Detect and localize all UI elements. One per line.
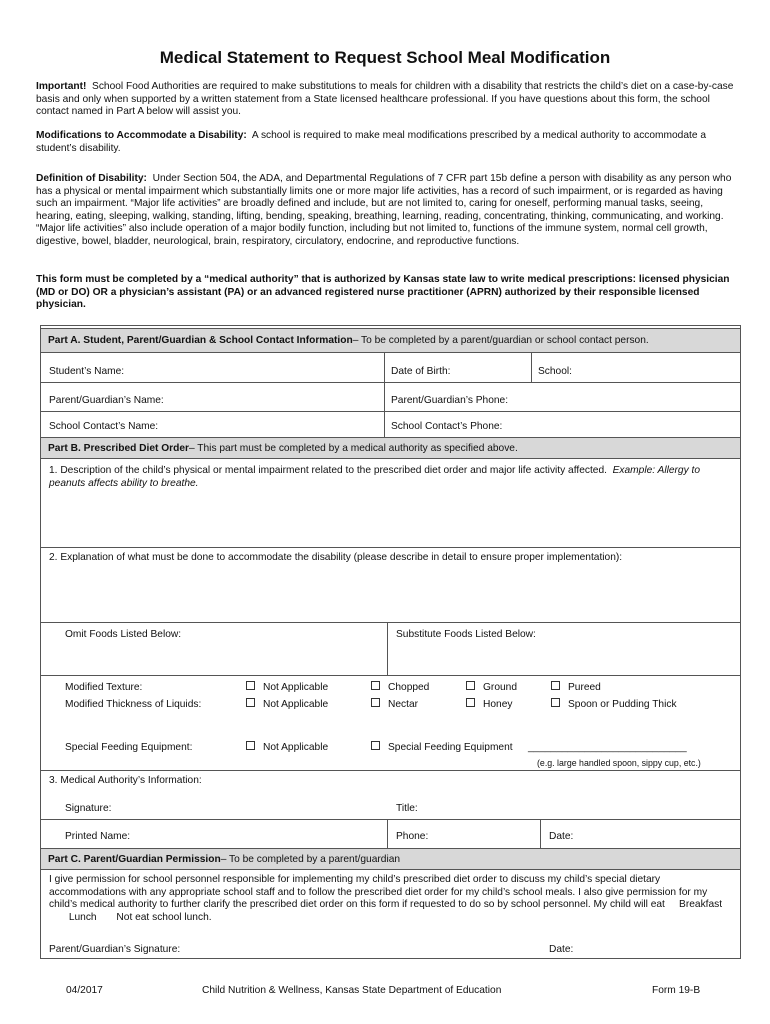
liquids-honey-label: Honey — [483, 699, 513, 710]
equipment-option-label: Special Feeding Equipment — [388, 742, 513, 753]
permission-paragraph — [49, 874, 733, 924]
modifications-paragraph — [36, 130, 736, 155]
texture-ground-label: Ground — [483, 682, 517, 693]
liquids-spoon-checkbox[interactable] — [551, 698, 560, 707]
substitute-foods-field[interactable]: Substitute Foods Listed Below: — [396, 629, 536, 640]
footer-org: Child Nutrition & Wellness, Kansas State Department of Education — [202, 985, 502, 996]
liquids-na-label: Not Applicable — [263, 699, 329, 710]
part-b-header — [41, 437, 740, 459]
modifications-text: A school is required to make meal modifications prescribed by a medical authority to accommodate a student’s disability. — [36, 130, 707, 154]
texture-chopped-checkbox[interactable] — [371, 681, 380, 690]
modifications-label: Modifications to Accommodate a Disability: — [36, 130, 247, 141]
option-lunch[interactable]: Lunch — [68, 911, 97, 923]
liquids-label: Modified Thickness of Liquids: — [65, 699, 202, 710]
ma-date-field[interactable]: Date: — [549, 831, 574, 842]
parent-signature-field[interactable]: Parent/Guardian’s Signature: — [49, 944, 181, 955]
part-c-header — [41, 848, 740, 870]
page-title: Medical Statement to Request School Meal Modification — [159, 48, 611, 67]
q3-text: 3. Medical Authority’s Information: — [49, 775, 202, 786]
equipment-label: Special Feeding Equipment: — [65, 742, 193, 753]
impairment-description-field[interactable] — [49, 465, 729, 490]
part-b-note: – This part must be completed by a medical authority as specified above. — [188, 442, 518, 454]
equipment-input[interactable]: ____________________________ — [528, 742, 687, 753]
dob-field[interactable]: Date of Birth: — [391, 366, 451, 377]
accommodation-explanation-field[interactable]: 2. Explanation of what must be done to accommodate the disability (please describe in detail to ensure proper implementation): — [49, 552, 623, 563]
important-paragraph — [36, 81, 736, 119]
definition-label: Definition of Disability: — [36, 173, 147, 184]
part-a-note: – To be completed by a parent/guardian or school contact person. — [352, 335, 649, 346]
equipment-checkbox[interactable] — [371, 741, 380, 750]
part-a-heading: Part A. Student, Parent/Guardian & School Contact Information — [48, 335, 353, 346]
liquids-honey-checkbox[interactable] — [466, 698, 475, 707]
option-not-eat[interactable]: Not eat school lunch. — [116, 911, 212, 923]
texture-pureed-label: Pureed — [568, 682, 601, 693]
footer-form-number: Form 19-B — [652, 985, 701, 996]
meal-modification-form — [40, 325, 741, 959]
parent-name-field[interactable]: Parent/Guardian’s Name: — [49, 395, 164, 406]
texture-na-checkbox[interactable] — [246, 681, 255, 690]
ma-printed-name-field[interactable]: Printed Name: — [65, 831, 131, 842]
texture-chopped-label: Chopped — [388, 682, 430, 693]
texture-pureed-checkbox[interactable] — [551, 681, 560, 690]
ma-signature-field[interactable]: Signature: — [65, 803, 112, 814]
liquids-nectar-checkbox[interactable] — [371, 698, 380, 707]
part-a-header — [41, 328, 740, 353]
texture-na-label: Not Applicable — [263, 682, 329, 693]
part-c-note: – To be completed by a parent/guardian — [220, 853, 401, 865]
ma-phone-field[interactable]: Phone: — [396, 831, 429, 842]
q1-example: Example: Allergy to peanuts affects ability to breathe. — [49, 465, 701, 489]
texture-ground-checkbox[interactable] — [466, 681, 475, 690]
footer-date: 04/2017 — [66, 985, 103, 996]
definition-paragraph — [36, 173, 736, 249]
equipment-na-label: Not Applicable — [263, 742, 329, 753]
omit-foods-field[interactable]: Omit Foods Listed Below: — [65, 629, 182, 640]
parent-phone-field[interactable]: Parent/Guardian’s Phone: — [391, 395, 509, 406]
important-text: School Food Authorities are required to make substitutions to meals for children with a disability that restricts the child’s diet on a case-by-case basis and only when supported by a written statement from a State licensed healthcare professional. If you have questions about this form, the school contact named in Part A below will assist you. — [36, 81, 734, 118]
part-b-heading: Part B. Prescribed Diet Order — [48, 442, 189, 454]
ma-title-field[interactable]: Title: — [396, 803, 418, 814]
permission-text: I give permission for school personnel responsible for implementing my child’s prescribed diet order to discuss my child’s special dietary accommodations with any appropriate school staff and to follow the prescribed diet order for my child’s school meals. I also give permission for my child’s medical authority to further clarify the prescribed diet order on this form if requested to do so by school personnel. My child will eat — [49, 874, 708, 911]
texture-label: Modified Texture: — [65, 682, 143, 693]
part-c-heading: Part C. Parent/Guardian Permission — [48, 853, 221, 865]
contact-name-field[interactable]: School Contact’s Name: — [49, 421, 159, 432]
contact-phone-field[interactable]: School Contact’s Phone: — [391, 421, 503, 432]
liquids-spoon-label: Spoon or Pudding Thick — [568, 699, 677, 710]
equipment-example: (e.g. large handled spoon, sippy cup, etc.) — [537, 758, 701, 768]
parent-date-field[interactable]: Date: — [549, 944, 574, 955]
option-breakfast[interactable]: Breakfast — [679, 899, 723, 911]
important-label: Important! — [36, 81, 87, 92]
student-name-field[interactable]: Student’s Name: — [49, 366, 125, 377]
liquids-nectar-label: Nectar — [388, 699, 419, 710]
definition-text: Under Section 504, the ADA, and Departmental Regulations of 7 CFR part 15b define a person with disability as any person who has a physical or mental impairment which substantially limits one or more major life activities, has a record of such impairment, or is regarded as having such an impairment. “Major life activities” are broadly defined and include, but are not limited to, caring for oneself, performing manual tasks, seeing, hearing, eating, sleeping, walking, standing, lifting, bending, speaking, breathing, learning, reading, concentrating, thinking, communicating, and working. “Major life activities” also include operation of a major bodily function, including but not limited to, functions of the immune system, normal cell growth, digestive, bowel, bladder, neurological, brain, respiratory, circulatory, endocrine, and reproductive functions. — [36, 173, 732, 247]
q1-text: 1. Description of the child’s physical or mental impairment related to the prescribed diet order and major life activity affected. — [49, 465, 607, 476]
equipment-na-checkbox[interactable] — [246, 741, 255, 750]
school-field[interactable]: School: — [538, 366, 572, 377]
authority-notice: This form must be completed by a “medical authority” that is authorized by Kansas state law to write medical prescriptions: licensed physician (MD or DO) OR a physician’s assistant (PA) or an advanced registered nurse practitioner (APRN) authorized by their responsible licensed physician. — [36, 274, 730, 311]
